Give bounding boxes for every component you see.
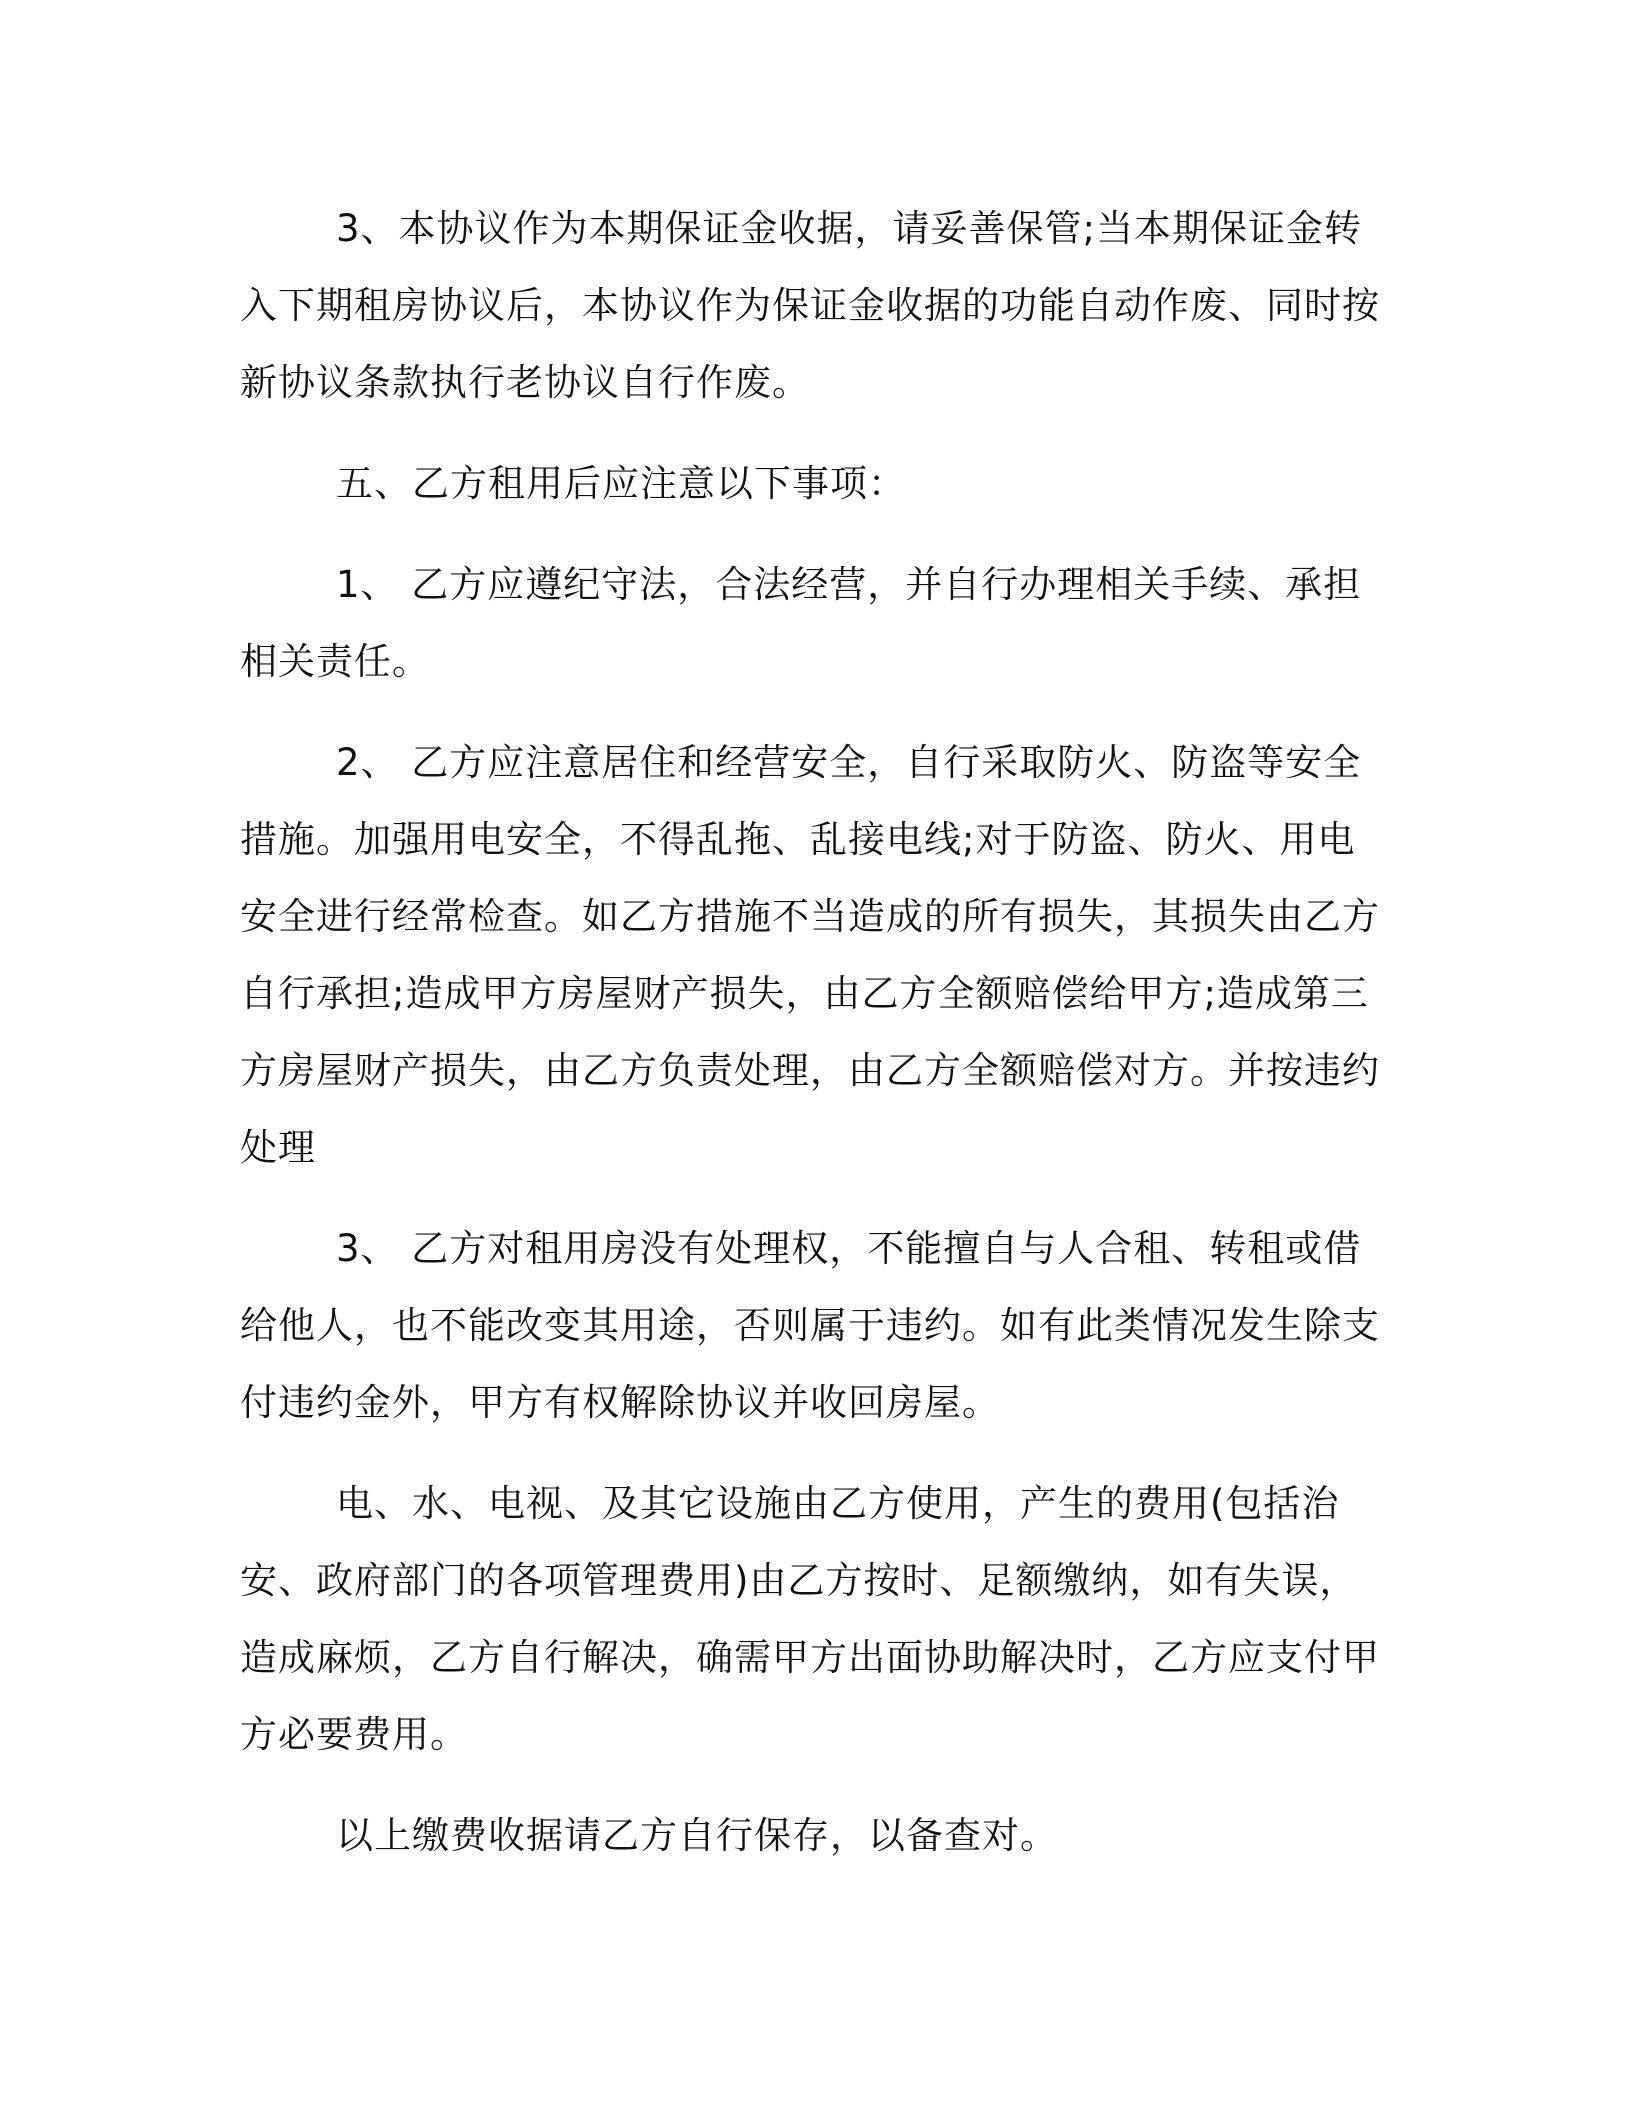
paragraph-item-2: 2、 乙方应注意居住和经营安全，自行采取防火、防盗等安全措施。加强用电安全，不得乱拖、乱接电线;对于防盗、防火、用电安全进行经常检查。如乙方措施不当造成的所有损失，其损失由乙方自行承担;造成甲方房屋财产损失，由乙方全额赔偿给甲方;造成第三方房屋财产损失，由乙方负责处理，由乙方全额赔偿对方。并按违约处理 xyxy=(240,741,1380,1169)
paragraph-closing: 以上缴费收据请乙方自行保存，以备查对。 xyxy=(336,1814,1058,1857)
document-body xyxy=(240,190,1380,1898)
paragraph-deposit-receipt: 3、本协议作为本期保证金收据，请妥善保管;当本期保证金转入下期租房协议后，本协议作为保证金收据的功能自动作废、同时按新协议条款执行老协议自行作废。 xyxy=(240,207,1380,404)
paragraph-item-1: 1、 乙方应遵纪守法，合法经营，并自行办理相关手续、承担相关责任。 xyxy=(240,563,1362,683)
paragraph-item-3: 3、 乙方对租用房没有处理权，不能擅自与人合租、转租或借给他人，也不能改变其用途，否则属于违约。如有此类情况发生除支付违约金外，甲方有权解除协议并收回房屋。 xyxy=(240,1227,1380,1424)
section-heading-tenant-notes: 五、乙方租用后应注意以下事项： xyxy=(336,462,906,505)
paragraph-utilities: 电、水、电视、及其它设施由乙方使用，产生的费用(包括治安、政府部门的各项管理费用)由乙方按时、足额缴纳，如有失误，造成麻烦，乙方自行解决，确需甲方出面协助解决时，乙方应支付甲方必要费用。 xyxy=(240,1482,1380,1756)
